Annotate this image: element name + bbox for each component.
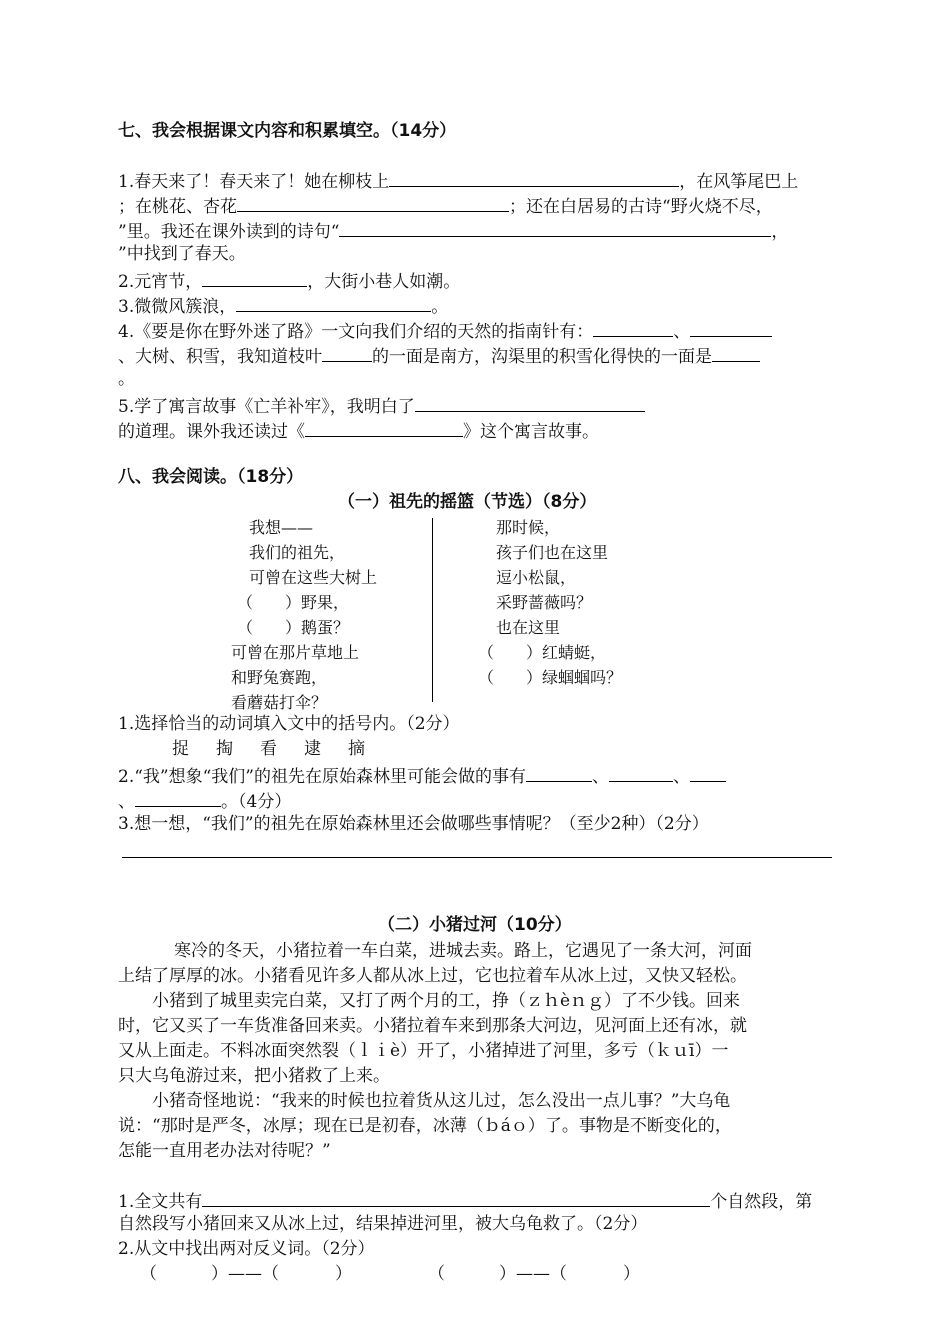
verb-choices — [172, 738, 392, 760]
part2-q2: 2.从文中找出两对反义词。（2分） — [118, 1239, 375, 1259]
answer-blank[interactable] — [305, 418, 463, 437]
answer-blank[interactable] — [135, 788, 221, 807]
answer-blank[interactable] — [712, 343, 760, 362]
antonym-pair-1[interactable]: （ ）——（ ） — [140, 1264, 352, 1284]
paragraph-line: 小猪到了城里卖完白菜，又打了两个月的工，挣（ｚｈèｎｇ）了不少钱。回来 — [152, 991, 741, 1011]
answer-blank[interactable] — [609, 763, 673, 782]
verb-option: 捉 — [172, 739, 189, 759]
answer-blank[interactable] — [339, 218, 771, 237]
q7-1-line1: 1.春天来了！春天来了！她在柳枝上 ，在风筝尾巴上 — [118, 168, 798, 193]
paragraph-line: 又从上面走。不料冰面突然裂（ｌｉè）开了，小猪掉进了河里，多亏（ｋｕī）一 — [118, 1041, 729, 1061]
part1-q1: 1.选择恰当的动词填入文中的括号内。（2分） — [118, 714, 460, 734]
poem-line: 那时候， — [496, 518, 561, 537]
q7-5-line2: 的道理。课外我还读过《 》这个寓言故事。 — [118, 418, 599, 443]
paragraph-line: 怎能一直用老办法对待呢？” — [118, 1141, 331, 1161]
antonym-pair-2[interactable]: （ ）——（ ） — [428, 1264, 640, 1284]
part2-title: （二）小猪过河（10分） — [378, 915, 572, 935]
poem-line: 我们的祖先， — [249, 543, 346, 562]
answer-blank[interactable] — [526, 763, 592, 782]
part1-title: （一）祖先的摇篮（节选）（8分） — [338, 492, 597, 512]
poem-left — [231, 515, 377, 715]
poem-line: （ ）红蜻蜓， — [478, 643, 607, 662]
poem-line: （ ）鹅蛋？ — [237, 618, 350, 637]
poem-line: 逗小松鼠， — [496, 568, 577, 587]
paragraph-line: 小猪奇怪地说：“我来的时候也拉着货从这儿过，怎么没出一点儿事？”大乌龟 — [152, 1091, 731, 1111]
q7-1-line3: ”里。我还在课外读到的诗句“ ， — [118, 218, 788, 243]
answer-blank[interactable] — [690, 763, 726, 782]
verb-option: 摘 — [348, 739, 365, 759]
answer-blank[interactable] — [322, 343, 372, 362]
part1-q2-line2: 、 。（4分） — [118, 788, 291, 813]
part1-q3: 3.想一想，“我们”的祖先在原始森林里还会做哪些事情呢？（至少2种）（2分） — [118, 814, 709, 834]
poem-line: 也在这里 — [496, 618, 561, 637]
answer-blank[interactable] — [202, 268, 307, 287]
poem-line: 看蘑菇打伞？ — [231, 693, 328, 712]
poem-line: （ ）绿蝈蝈吗？ — [478, 668, 623, 687]
answer-blank[interactable] — [690, 318, 772, 337]
verb-option: 看 — [260, 739, 277, 759]
q7-4-line2: 、大树、积雪，我知道枝叶 的一面是南方，沟渠里的积雪化得快的一面是 — [118, 343, 760, 368]
poem-line: 可曾在这些大树上 — [249, 568, 378, 587]
poem-line: 采野蔷薇吗？ — [496, 593, 593, 612]
section8-title: 八、我会阅读。（18分） — [118, 467, 304, 487]
answer-blank[interactable] — [593, 318, 673, 337]
q7-1-line4: ”中找到了春天。 — [118, 244, 246, 264]
paragraph-line: 只大乌龟游过来，把小猪救了上来。 — [118, 1066, 390, 1086]
answer-blank[interactable] — [415, 393, 645, 412]
answer-line[interactable] — [122, 857, 832, 858]
poem-divider — [432, 518, 433, 702]
section7-title: 七、我会根据课文内容和积累填空。（14分） — [118, 121, 457, 141]
poem-line: 我想—— — [249, 518, 314, 537]
q7-4-line3: 。 — [118, 369, 135, 389]
verb-option: 逮 — [304, 739, 321, 759]
poem-line: （ ）野果， — [237, 593, 350, 612]
q7-5-line1: 5.学了寓言故事《亡羊补牢》，我明白了 — [118, 393, 645, 418]
q7-4-line1: 4.《要是你在野外迷了路》一文向我们介绍的天然的指南针有： 、 — [118, 318, 772, 343]
poem-line: 可曾在那片草地上 — [231, 643, 360, 662]
answer-blank[interactable] — [237, 193, 509, 212]
q7-3: 3.微微风簇浪， 。 — [118, 293, 448, 318]
paragraph-line: 时，它又买了一车货准备回来卖。小猪拉着车来到那条大河边，见河面上还有冰，就 — [118, 1016, 747, 1036]
part1-q2-line1: 2.“我”想象“我们”的祖先在原始森林里可能会做的事有 、 、 — [118, 763, 726, 788]
poem-line: 孩子们也在这里 — [496, 543, 609, 562]
paragraph-line: 上结了厚厚的冰。小猪看见许多人都从冰上过，它也拉着车从冰上过，又快又轻松。 — [118, 966, 747, 986]
answer-blank[interactable] — [389, 168, 679, 187]
poem-right — [478, 515, 622, 690]
paragraph-line: 说：“那时是严冬，冰厚；现在已是初春，冰薄（ｂáｏ）了。事物是不断变化的， — [118, 1116, 732, 1136]
q7-2: 2.元宵节， ，大街小巷人如潮。 — [118, 268, 460, 293]
paragraph-line: 寒冷的冬天，小猪拉着一车白菜，进城去卖。路上，它遇见了一条大河，河面 — [174, 941, 752, 961]
q7-1-line2: ；在桃花、杏花 ；还在白居易的古诗“野火烧不尽， — [118, 193, 773, 218]
part2-q1-line1: 1.全文共有 个自然段，第 — [118, 1188, 812, 1213]
poem-line: 和野兔赛跑， — [231, 668, 328, 687]
part2-q1-line2: 自然段写小猪回来又从冰上过，结果掉进河里，被大乌龟救了。（2分） — [118, 1214, 648, 1234]
answer-blank[interactable] — [202, 1188, 710, 1207]
answer-blank[interactable] — [236, 293, 431, 312]
verb-option: 掏 — [216, 739, 233, 759]
